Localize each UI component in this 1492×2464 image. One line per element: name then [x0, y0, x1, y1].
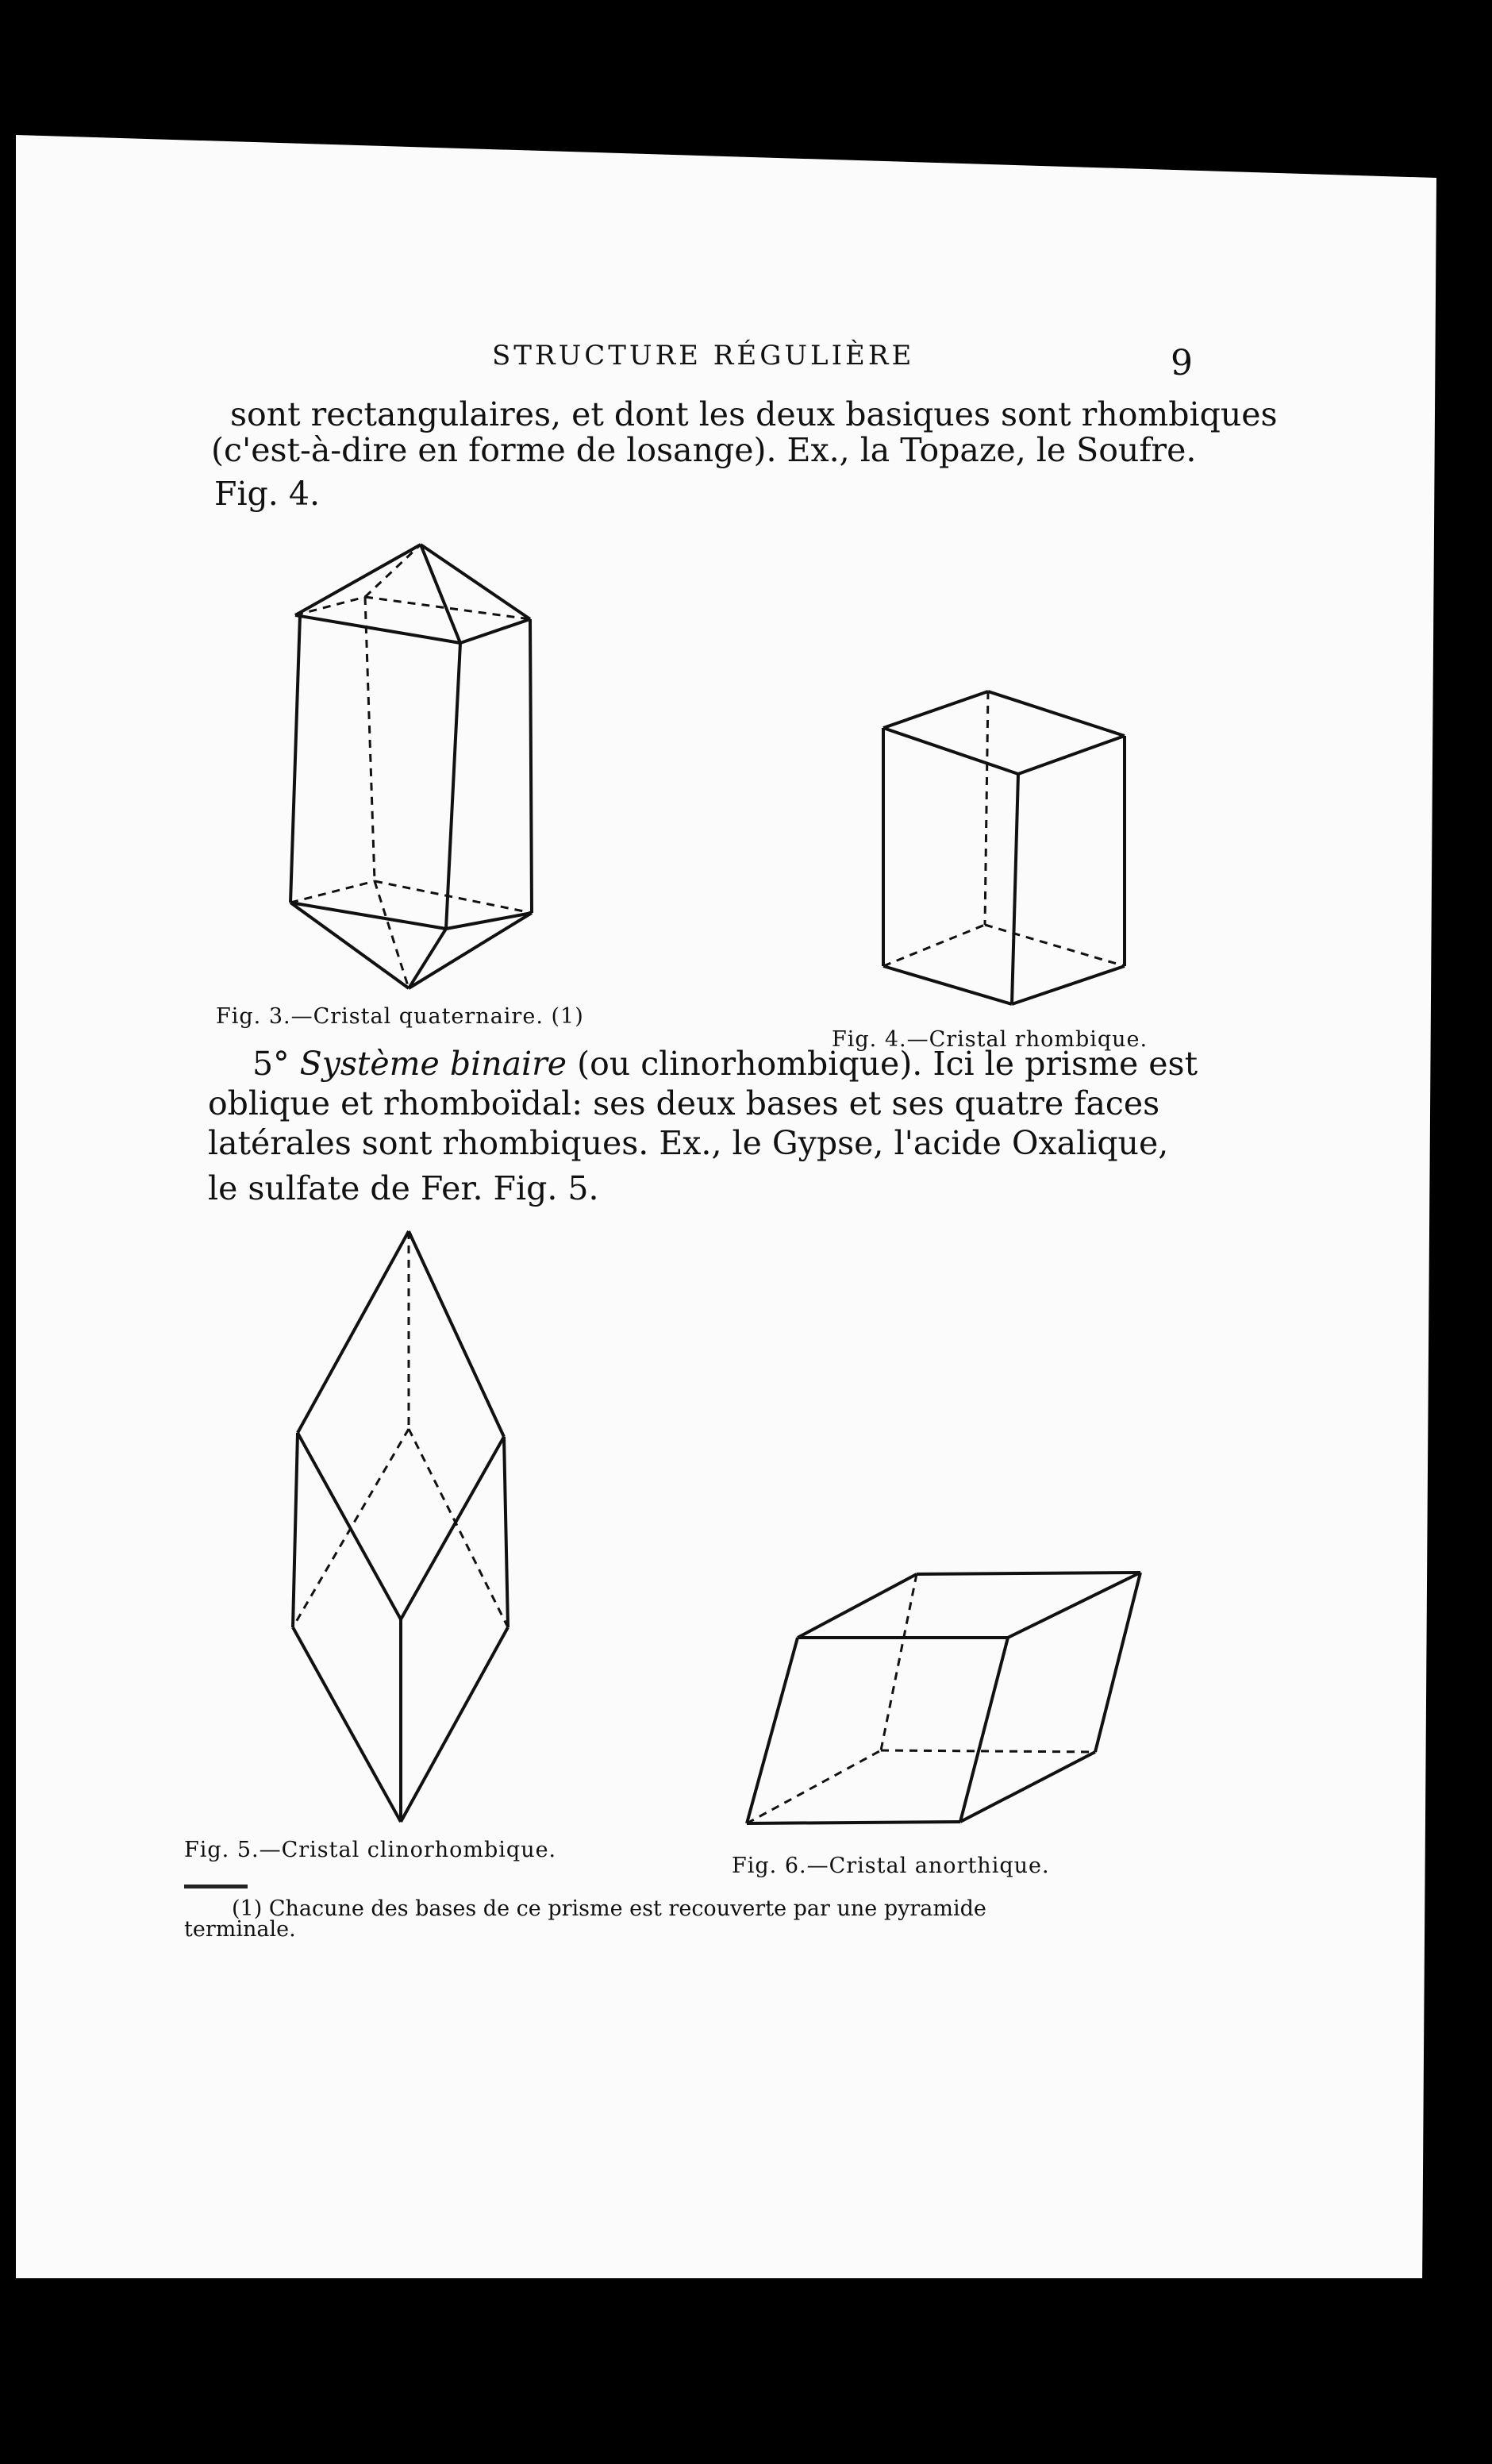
hidden-edge — [747, 1750, 881, 1823]
hidden-edge — [295, 597, 365, 615]
paragraph-line: le sulfate de Fer. Fig. 5. — [208, 1169, 599, 1207]
hidden-edge — [365, 597, 375, 881]
figure-caption: Fig. 4.—Cristal rhombique. — [832, 1027, 1148, 1052]
edge — [460, 619, 530, 643]
figure-caption: Fig. 5.—Cristal clinorhombique. — [184, 1838, 557, 1862]
edge — [747, 1822, 960, 1823]
edge — [295, 545, 421, 615]
edge — [988, 691, 1125, 736]
page-number: 9 — [1171, 343, 1193, 383]
hidden-edge — [883, 925, 985, 966]
footnote-line: (1) Chacune des bases de ce prisme est recouverte par une pyramide — [232, 1896, 986, 1921]
bipyramidal-prism-figure — [286, 540, 548, 1000]
running-head: STRUCTURE RÉGULIÈRE — [492, 340, 915, 372]
edge — [290, 615, 300, 903]
hidden-edge — [881, 1574, 917, 1750]
hidden-edge — [375, 881, 409, 988]
edge — [504, 1437, 508, 1627]
rectangular-prism-figure — [877, 687, 1139, 1012]
hidden-edge — [290, 881, 375, 903]
edge — [293, 1433, 298, 1627]
edge — [446, 643, 460, 929]
paragraph-line: sont rectangulaires, et dont les deux basiques sont rhombiques — [230, 395, 1278, 433]
edge — [883, 728, 1018, 774]
system-name: Système binaire — [299, 1045, 567, 1083]
hidden-edge — [375, 881, 532, 913]
anorthic-crystal-figure — [742, 1568, 1147, 1830]
paragraph-line — [252, 1046, 1198, 1082]
edge — [298, 1231, 409, 1433]
clinorhombic-crystal-figure — [290, 1226, 512, 1830]
edge — [960, 1752, 1095, 1822]
paragraph-line: oblique et rhomboïdal: ses deux bases et ses quatre faces — [208, 1084, 1160, 1122]
edge — [293, 1627, 401, 1822]
paragraph-line: (c'est-à-dire en forme de losange). Ex., la Topaze, le Soufre. — [211, 431, 1197, 469]
edge — [290, 903, 446, 929]
edge — [409, 1231, 504, 1437]
hidden-edge — [881, 1750, 1095, 1752]
hidden-edge — [985, 925, 1125, 966]
footnote-rule — [184, 1885, 248, 1888]
edge — [1008, 1573, 1140, 1638]
edge — [401, 1627, 508, 1822]
edge — [798, 1574, 917, 1638]
hidden-edge — [985, 691, 988, 925]
edge — [1012, 774, 1018, 1004]
paragraph-line: latérales sont rhombiques. Ex., le Gypse, l'acide Oxalique, — [208, 1124, 1169, 1162]
edge — [1012, 966, 1125, 1004]
edge — [1095, 1573, 1140, 1752]
paragraph-text: (ou clinorhombique). Ici le prisme est — [577, 1045, 1198, 1083]
edge — [290, 903, 409, 988]
edge — [401, 1437, 504, 1619]
edge — [883, 966, 1012, 1004]
edge — [960, 1638, 1008, 1822]
edge — [747, 1638, 798, 1823]
figure-caption: Fig. 6.—Cristal anorthique. — [732, 1854, 1050, 1878]
edge — [1018, 736, 1125, 774]
figure-caption: Fig. 3.—Cristal quaternaire. (1) — [216, 1004, 584, 1029]
section-number: 5° — [252, 1045, 290, 1083]
edge — [530, 619, 532, 913]
edge — [409, 929, 446, 988]
paragraph-line: Fig. 4. — [214, 475, 320, 513]
edge — [883, 691, 988, 728]
edge — [295, 615, 460, 643]
footnote-line: terminale. — [184, 1917, 296, 1942]
edge — [917, 1573, 1140, 1574]
